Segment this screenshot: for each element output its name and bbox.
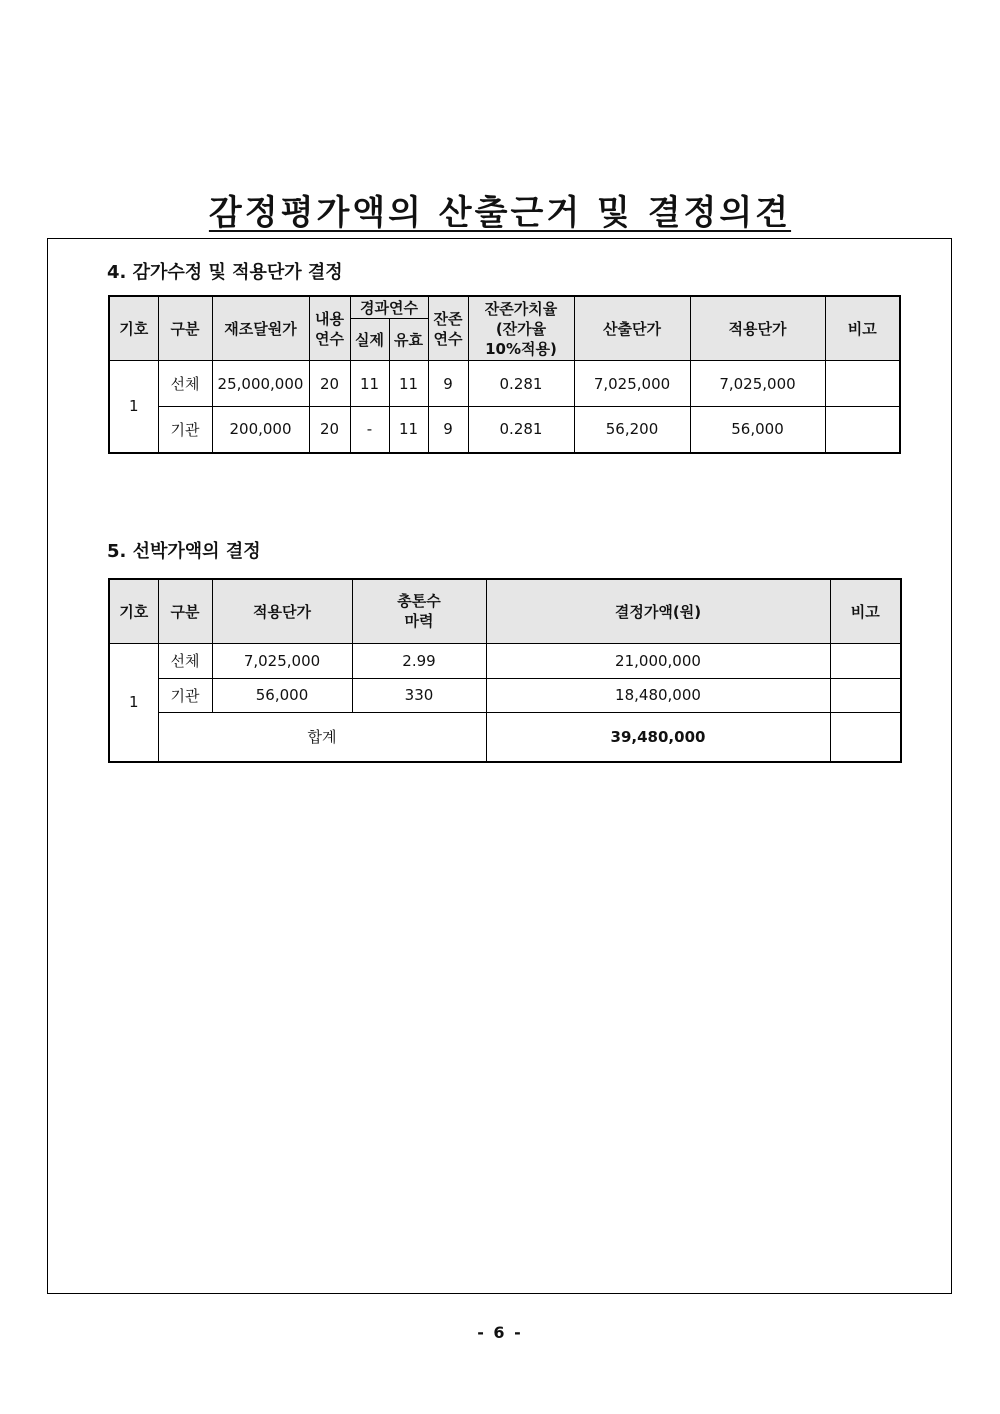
header-tonnage-line1: 총톤수 [397,592,441,611]
cell-remaining: 9 [428,361,468,407]
cell-applied-price: 56,000 [212,678,352,712]
header-remarks: 비고 [830,579,901,643]
header-calculated-price: 산출단가 [574,296,690,361]
header-tonnage-line2: 마력 [404,612,434,631]
page-title-wrapper [0,185,1000,234]
header-remaining [428,296,468,361]
cell-remarks [830,678,901,712]
header-residual-line3: 10%적용) [485,339,557,358]
cell-applied-price: 7,025,000 [212,643,352,678]
cell-residual-rate: 0.281 [468,361,574,407]
vessel-value-table [108,578,902,763]
header-applied-price: 적용단가 [690,296,825,361]
cell-category: 기관 [158,407,212,453]
cell-value: 18,480,000 [486,678,830,712]
table-row [109,643,901,678]
header-residual-line1: 잔존가치율 [484,299,558,318]
cell-actual: - [350,407,389,453]
cell-remarks [825,407,900,453]
table-row [109,678,901,712]
header-elapsed-actual: 실제 [350,319,389,361]
total-value: 39,480,000 [486,712,830,762]
section5-heading: 5. 선박가액의 결정 [107,541,261,562]
cell-procurement-price: 25,000,000 [212,361,309,407]
cell-category: 선체 [158,643,212,678]
table-row [109,407,900,453]
cell-remarks [830,643,901,678]
header-procurement-price: 재조달원가 [212,296,309,361]
cell-quantity: 330 [352,678,486,712]
cell-category: 기관 [158,678,212,712]
header-no: 기호 [109,296,158,361]
cell-applied: 56,000 [690,407,825,453]
header-useful-life-line2: 연수 [315,329,344,348]
header-elapsed: 경과연수 [350,296,428,319]
header-remaining-line2: 연수 [433,329,463,348]
header-category: 구분 [158,579,212,643]
cell-remaining: 9 [428,407,468,453]
header-useful-life [309,296,350,361]
header-no: 기호 [109,579,158,643]
cell-applied: 7,025,000 [690,361,825,407]
header-determined-value: 결정가액(원) [486,579,830,643]
cell-effective: 11 [389,361,428,407]
group-no: 1 [109,361,158,453]
cell-effective: 11 [389,407,428,453]
header-residual-rate [468,296,574,361]
header-tonnage [352,579,486,643]
depreciation-table [108,295,901,454]
cell-quantity: 2.99 [352,643,486,678]
cell-useful-life: 20 [309,407,350,453]
section4-heading: 4. 감가수정 및 적용단가 결정 [107,262,343,283]
total-remarks [830,712,901,762]
cell-actual: 11 [350,361,389,407]
header-useful-life-line1: 내용 [315,309,344,328]
group-no: 1 [109,643,158,762]
header-category: 구분 [158,296,212,361]
total-label: 합계 [158,712,486,762]
cell-residual-rate: 0.281 [468,407,574,453]
header-residual-line2: (잔가율 [495,319,547,338]
page-number: - 6 - [477,1323,523,1342]
total-row [109,712,901,762]
cell-value: 21,000,000 [486,643,830,678]
page-title: 감정평가액의 산출근거 및 결정의견 [208,193,792,233]
cell-procurement-price: 200,000 [212,407,309,453]
header-applied-price: 적용단가 [212,579,352,643]
cell-category: 선체 [158,361,212,407]
header-remarks: 비고 [825,296,900,361]
cell-calculated: 56,200 [574,407,690,453]
cell-remarks [825,361,900,407]
cell-calculated: 7,025,000 [574,361,690,407]
table-row [109,361,900,407]
cell-useful-life: 20 [309,361,350,407]
header-elapsed-effective: 유효 [389,319,428,361]
header-remaining-line1: 잔존 [433,309,463,328]
